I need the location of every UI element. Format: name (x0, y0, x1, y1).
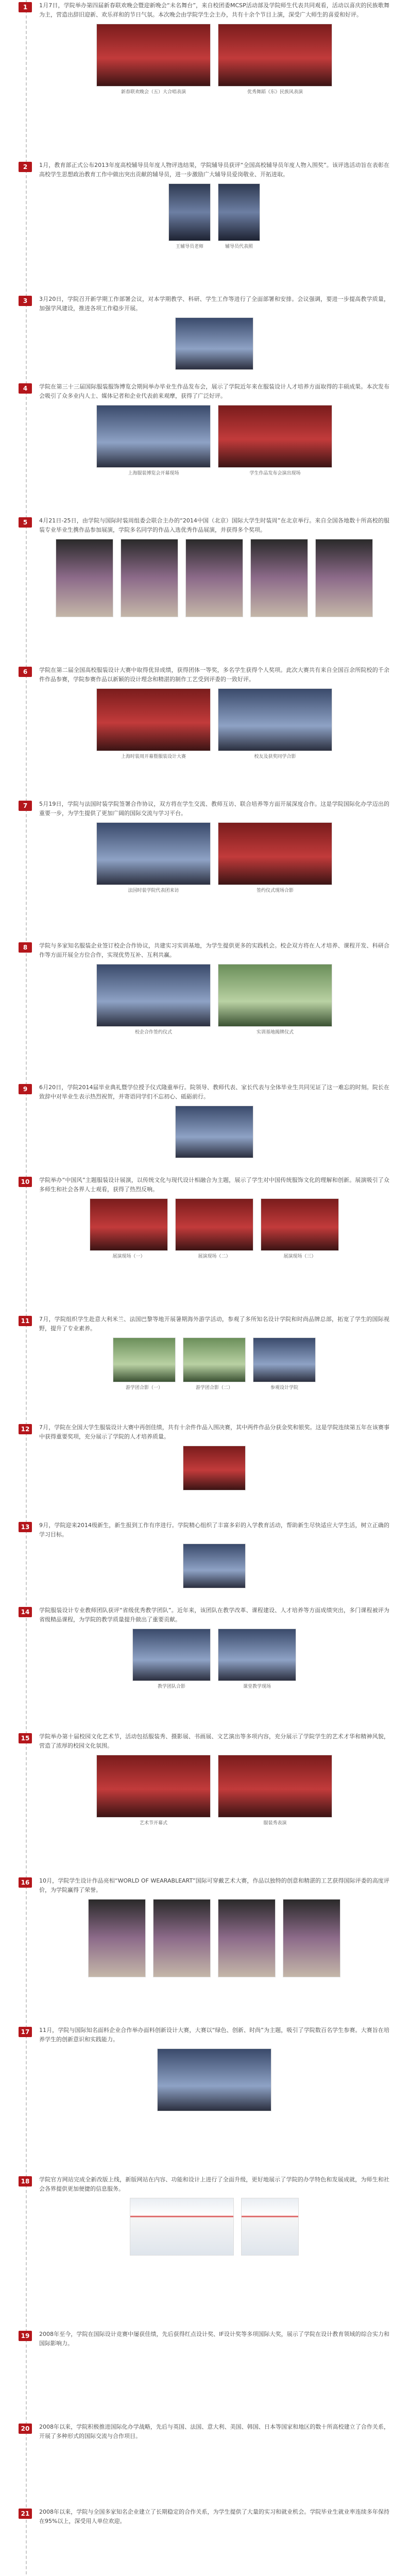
entry-text: 学院举办第十届校园文化艺术节，活动包括服装秀、摄影展、书画展、文艺演出等多项内容，充分展示了学院学生的艺术才华和精神风貌，营造了浓厚的校园文化氛围。 (39, 1733, 389, 1749)
photo-caption: 法国时装学院代表团来访 (128, 888, 179, 893)
timeline-entry (19, 2025, 389, 2174)
event-photo (132, 1629, 211, 1681)
event-photo (96, 688, 211, 751)
entry-text: 2008年以来，学院与全国多家知名企业建立了长期稳定的合作关系，为学生提供了大量的实习和就业机会。学院毕业生就业率连续多年保持在95%以上，深受用人单位欢迎。 (39, 2509, 389, 2524)
event-photo (157, 2048, 271, 2111)
timeline-entry (19, 1520, 389, 1605)
entry-text: 1月7日，学院举办第四届新春联欢晚会暨迎新晚会“未名舞台”，来自校团委MCSP活动部及学院师生代表共同观看，活动以喜庆的民族歌舞为主，营造出辞旧迎新、欢乐祥和的节日气氛。本次晚会由学院学生会主办，共有十余个节目上演，深受广大师生的喜爱和好评。 (39, 2, 389, 18)
photo-caption: 王辅导员老师 (175, 244, 203, 249)
event-photo (96, 405, 211, 468)
event-photo (175, 1198, 253, 1251)
entry-number-badge: 5 (19, 517, 32, 528)
timeline-entry (19, 1175, 389, 1314)
entry-text: 9月，学院迎来2014级新生，新生报到工作有序进行。学院精心组织了丰富多彩的入学教育活动，帮助新生尽快适应大学生活，树立正确的学习目标。 (39, 1522, 389, 1538)
photo-caption: 游学团合影（二） (195, 1385, 233, 1391)
entry-text: 3月20日，学院召开新学期工作部署会议，对本学期教学、科研、学生工作等进行了全面部署和安排。会议强调，要进一步提高教学质量，加强学风建设，推进各项工作稳步开展。 (39, 296, 389, 312)
entry-text: 学院服装设计专业教师团队获评“省级优秀教学团队”。近年来，该团队在教学改革、课程建设、人才培养等方面成绩突出，多门课程被评为省级精品课程，为学院的教学质量提升做出了重要贡献。 (39, 1607, 389, 1623)
timeline-entry (19, 1605, 389, 1731)
entry-number-badge: 7 (19, 801, 32, 811)
entry-text: 2008年以来，学院积极推进国际化办学战略，先后与英国、法国、意大利、美国、韩国、日本等国家和地区的数十所高校建立了合作关系，开展了多种形式的国际交流与合作项目。 (39, 2424, 389, 2439)
entry-text: 4月21日-25日，由学院与国际时装周组委会联合主办的“2014中国（北京）国际大学生时装周”在北京举行。来自全国各地数十所高校的服装专业毕业生携作品参加展演，学院多名同学的作品入选优秀作品展演，并获得多个奖项。 (39, 517, 389, 533)
photo-caption: 参观设计学院 (270, 1385, 298, 1391)
entry-text: 7月，学院在全国大学生服装设计大赛中再创佳绩，共有十余件作品入围决赛，其中两件作品分获金奖和银奖。这是学院连续第五年在该赛事中获得重要奖项，充分展示了学院的人才培养质量。 (39, 1424, 389, 1440)
event-photo (96, 964, 211, 1027)
photo-caption: 学生作品发布会演出现场 (249, 471, 301, 476)
timeline-entry (19, 665, 389, 799)
timeline-entry (19, 2421, 389, 2506)
entry-number-badge: 17 (19, 2027, 32, 2037)
entry-number-badge: 15 (19, 1733, 32, 1743)
entry-text: 5月19日，学院与法国时装学院签署合作协议，双方将在学生交流、教师互访、联合培养等方面开展深度合作。这是学院国际化办学迈出的重要一步，为学生提供了更加广阔的国际交流与学习平台。 (39, 801, 389, 817)
event-photo (90, 1198, 168, 1251)
photo-caption: 课堂教学现场 (243, 1684, 271, 1689)
photo-caption: 校企合作签约仪式 (134, 1030, 172, 1035)
timeline-entry (19, 0, 389, 160)
entry-number-badge: 1 (19, 2, 32, 12)
fashion-photo (250, 539, 308, 617)
entry-number-badge: 8 (19, 942, 32, 953)
entry-text: 6月20日，学院2014届毕业典礼暨学位授予仪式隆重举行。院领导、教师代表、家长代表与全体毕业生共同见证了这一难忘的时刻。院长在致辞中对毕业生表示热烈祝贺，并寄语同学们不忘初心、砥砺前行。 (39, 1084, 389, 1100)
photo-caption: 实训基地揭牌仪式 (256, 1030, 294, 1035)
event-photo (175, 1106, 253, 1158)
event-photo (261, 1198, 339, 1251)
event-photo (183, 1337, 246, 1382)
timeline-entry (19, 1875, 389, 2025)
timeline-entry (19, 1422, 389, 1520)
event-photo (175, 317, 253, 370)
event-photo (218, 24, 332, 87)
event-photo (218, 688, 332, 751)
fashion-photo (315, 539, 373, 617)
entry-text: 学院在第三十三届国际服装服饰博览会期间举办毕业生作品发布会，展示了学院近年来在服装设计人才培养方面取得的丰硕成果。本次发布会吸引了众多业内人士、媒体记者和企业代表前来观摩，获得了广泛好评。 (39, 383, 389, 399)
entry-number-badge: 2 (19, 162, 32, 172)
entry-number-badge: 14 (19, 1607, 32, 1617)
photo-caption: 签约仪式现场合影 (256, 888, 294, 893)
event-photo (96, 822, 211, 885)
event-photo (183, 1544, 246, 1588)
photo-caption: 服装秀表演 (263, 1821, 287, 1826)
photo-caption: 展演现场（一） (112, 1254, 145, 1259)
fashion-photo (283, 1899, 340, 1977)
event-photo (218, 1629, 296, 1681)
entry-number-badge: 19 (19, 2331, 32, 2341)
entry-text: 1月，教育部正式公布2013年度高校辅导员年度人物评选结果，学院辅导员获评“全国高校辅导员年度人物入围奖”。该评选活动旨在表彰在高校学生思想政治教育工作中做出突出贡献的辅导员，进一步激励广大辅导员爱岗敬业、开拓进取。 (39, 162, 389, 178)
event-photo (218, 822, 332, 885)
timeline-entry (19, 381, 389, 515)
event-photo (183, 1446, 246, 1490)
entry-text: 学院官方网站完成全新改版上线，新版网站在内容、功能和设计上进行了全面升级，更好地展示了学院的办学特色和发展成就，为师生和社会各界提供更加便捷的信息服务。 (39, 2176, 389, 2192)
photo-caption: 新春联欢晚会（五）大合唱表演 (121, 90, 186, 95)
event-photo (113, 1337, 176, 1382)
timeline-entry (19, 160, 389, 294)
entry-number-badge: 21 (19, 2509, 32, 2519)
entry-number-badge: 9 (19, 1084, 32, 1094)
fashion-photo (218, 1899, 276, 1977)
entry-text: 学院与多家知名服装企业签订校企合作协议，共建实习实训基地，为学生提供更多的实践机会。校企双方将在人才培养、课程开发、科研合作等方面开展全方位合作，实现优势互补、互利共赢。 (39, 942, 389, 958)
timeline-entry (19, 940, 389, 1082)
photo-caption: 教学团队合影 (157, 1684, 185, 1689)
entry-text: 学院举办“中国风”主题服装设计展演，以传统文化与现代设计相融合为主题，展示了学生对中国传统服饰文化的理解和创新。展演吸引了众多师生和社会各界人士观看，获得了热烈反响。 (39, 1177, 389, 1193)
entry-number-badge: 10 (19, 1177, 32, 1187)
timeline-entry (19, 1731, 389, 1875)
photo-caption: 优秀舞蹈《东》民族风表演 (247, 90, 303, 95)
timeline-entry (19, 2329, 389, 2421)
event-photo (218, 1755, 332, 1818)
photo-caption: 校友及获奖同学合影 (254, 754, 296, 759)
fashion-photo (153, 1899, 211, 1977)
timeline-entry (19, 2174, 389, 2329)
entry-number-badge: 16 (19, 1877, 32, 1888)
event-photo (218, 964, 332, 1027)
website-screenshot (241, 2198, 299, 2256)
entry-number-badge: 4 (19, 383, 32, 394)
entry-text: 学院在第二届全国高校服装设计大赛中取得优异成绩，获得团体一等奖，多名学生获得个人奖项。此次大赛共有来自全国百余所院校的千余件作品参赛，学院参赛作品以新颖的设计理念和精湛的制作工艺受到评委的一致好评。 (39, 667, 389, 683)
timeline-entry (19, 515, 389, 665)
fashion-photo (88, 1899, 146, 1977)
entry-number-badge: 3 (19, 296, 32, 306)
portrait-photo (218, 183, 260, 241)
event-photo (96, 24, 211, 87)
timeline-entry (19, 1082, 389, 1175)
entry-text: 7月，学院组织学生赴意大利米兰、法国巴黎等地开展暑期海外游学活动，参观了多所知名设计学院和时尚品牌总部，拓宽了学生的国际视野，提升了专业素养。 (39, 1316, 389, 1332)
entry-number-badge: 12 (19, 1424, 32, 1434)
timeline-entry (19, 294, 389, 381)
photo-caption: 上海时装周开幕暨服装设计大赛 (121, 754, 186, 759)
photo-caption: 展演现场（三） (283, 1254, 316, 1259)
timeline-entry (19, 2506, 389, 2576)
fashion-photo (185, 539, 243, 617)
photo-caption: 展演现场（二） (198, 1254, 231, 1259)
website-screenshot (130, 2198, 234, 2256)
fashion-photo (121, 539, 178, 617)
event-photo (253, 1337, 316, 1382)
timeline-entry (19, 1314, 389, 1422)
entry-text: 11月，学院与国际知名面料企业合作举办面料创新设计大赛，大赛以“绿色、创新、时尚”为主题，吸引了学院数百名学生参赛。大赛旨在培养学生的创新意识和实践能力。 (39, 2027, 389, 2043)
portrait-photo (168, 183, 211, 241)
fashion-photo (56, 539, 113, 617)
entry-number-badge: 18 (19, 2176, 32, 2187)
entry-number-badge: 11 (19, 1316, 32, 1326)
event-photo (218, 405, 332, 468)
timeline-entry (19, 799, 389, 940)
photo-caption: 艺术节开幕式 (139, 1821, 167, 1826)
entry-text: 10月，学院学生设计作品亮相“WORLD OF WEARABLEART”国际可穿戴艺术大赛，作品以独特的创意和精湛的工艺获得国际评委的高度评价，为学院赢得了荣誉。 (39, 1877, 389, 1893)
photo-caption: 游学团合影（一） (125, 1385, 163, 1391)
entry-number-badge: 20 (19, 2424, 32, 2434)
event-photo (96, 1755, 211, 1818)
photo-caption: 辅导员代表照 (225, 244, 253, 249)
entry-text: 2008年至今，学院在国际设计竞赛中屡获佳绩，先后获得红点设计奖、IF设计奖等多项国际大奖，展示了学院在设计教育领域的综合实力和国际影响力。 (39, 2331, 389, 2347)
entry-number-badge: 6 (19, 667, 32, 677)
photo-caption: 上海服装博览会开幕现场 (128, 471, 179, 476)
entry-number-badge: 13 (19, 1522, 32, 1532)
